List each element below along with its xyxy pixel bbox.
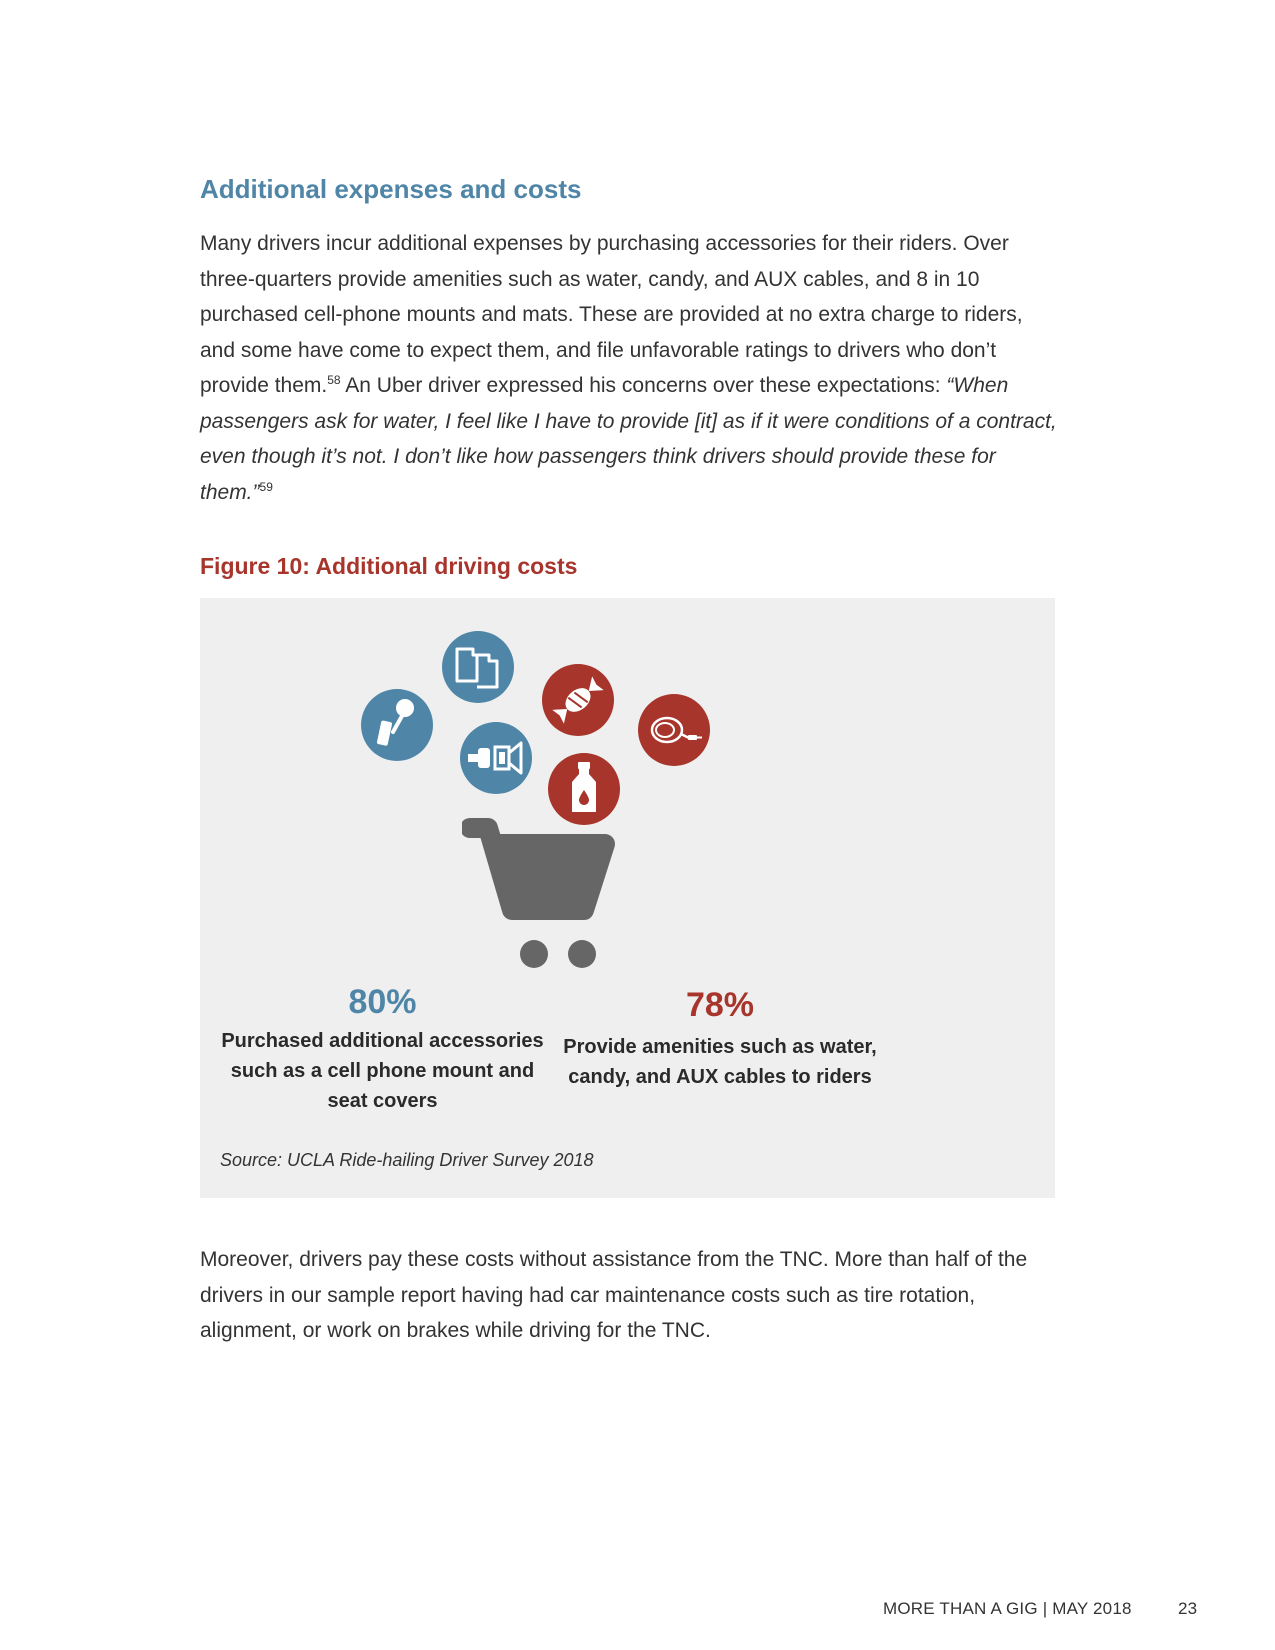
- footer-publication: MORE THAN A GIG | MAY 2018: [883, 1599, 1132, 1618]
- candy-icon: [541, 663, 615, 737]
- stat-accessories-value: 80%: [348, 983, 417, 1021]
- figure-title: Figure 10: Additional driving costs: [200, 553, 578, 579]
- page-number: 23: [1178, 1599, 1198, 1618]
- figure-source: Source: UCLA Ride-hailing Driver Survey 2018: [220, 1150, 594, 1170]
- water-bottle-icon: [547, 752, 621, 826]
- aux-cable-icon: [637, 693, 711, 767]
- seat-cover-icon: [459, 721, 533, 795]
- footnote-ref-59: 59: [259, 479, 273, 494]
- phone-mount-icon: [360, 688, 434, 762]
- stat-accessories-description: Purchased additional accessories such as a cell phone mount and seat covers: [221, 1030, 544, 1112]
- closing-paragraph: Moreover, drivers pay these costs without assistance from the TNC. More than half of the drivers in our sample report having had car maintenance costs such as tire rotation, alignment, or work on brakes while driving for the TNC.: [200, 1248, 1028, 1342]
- stat-amenities-value: 78%: [685, 986, 755, 1024]
- shopping-cart-icon: [462, 816, 630, 974]
- paragraph-text: Many drivers incur additional expenses by purchasing accessories for their riders. Over three-quarters provide amenities such as water, candy, and AUX cables, and 8 in 10 purchased cell-phone mounts and mats. These are provided at no extra charge to riders, and some have come to expect them, and file unfavorable ratings to drivers who don’t provide them.: [200, 232, 1023, 397]
- section-heading: Additional expenses and costs: [200, 174, 582, 204]
- floor-mats-icon: [441, 630, 515, 704]
- paragraph-text-continued: An Uber driver expressed his concerns over these expectations:: [340, 374, 947, 397]
- driver-quote: “When passengers ask for water, I feel like I have to provide [it] as if it were conditions of a contract, even though it’s not. I don’t like how passengers think drivers should provide these for them.”: [200, 374, 1057, 504]
- footnote-ref-58: 58: [327, 373, 341, 387]
- stat-amenities-description: Provide amenities such as water, candy, and AUX cables to riders: [563, 1036, 877, 1088]
- intro-paragraph: [200, 226, 1060, 510]
- figure-panel: [200, 598, 1055, 1198]
